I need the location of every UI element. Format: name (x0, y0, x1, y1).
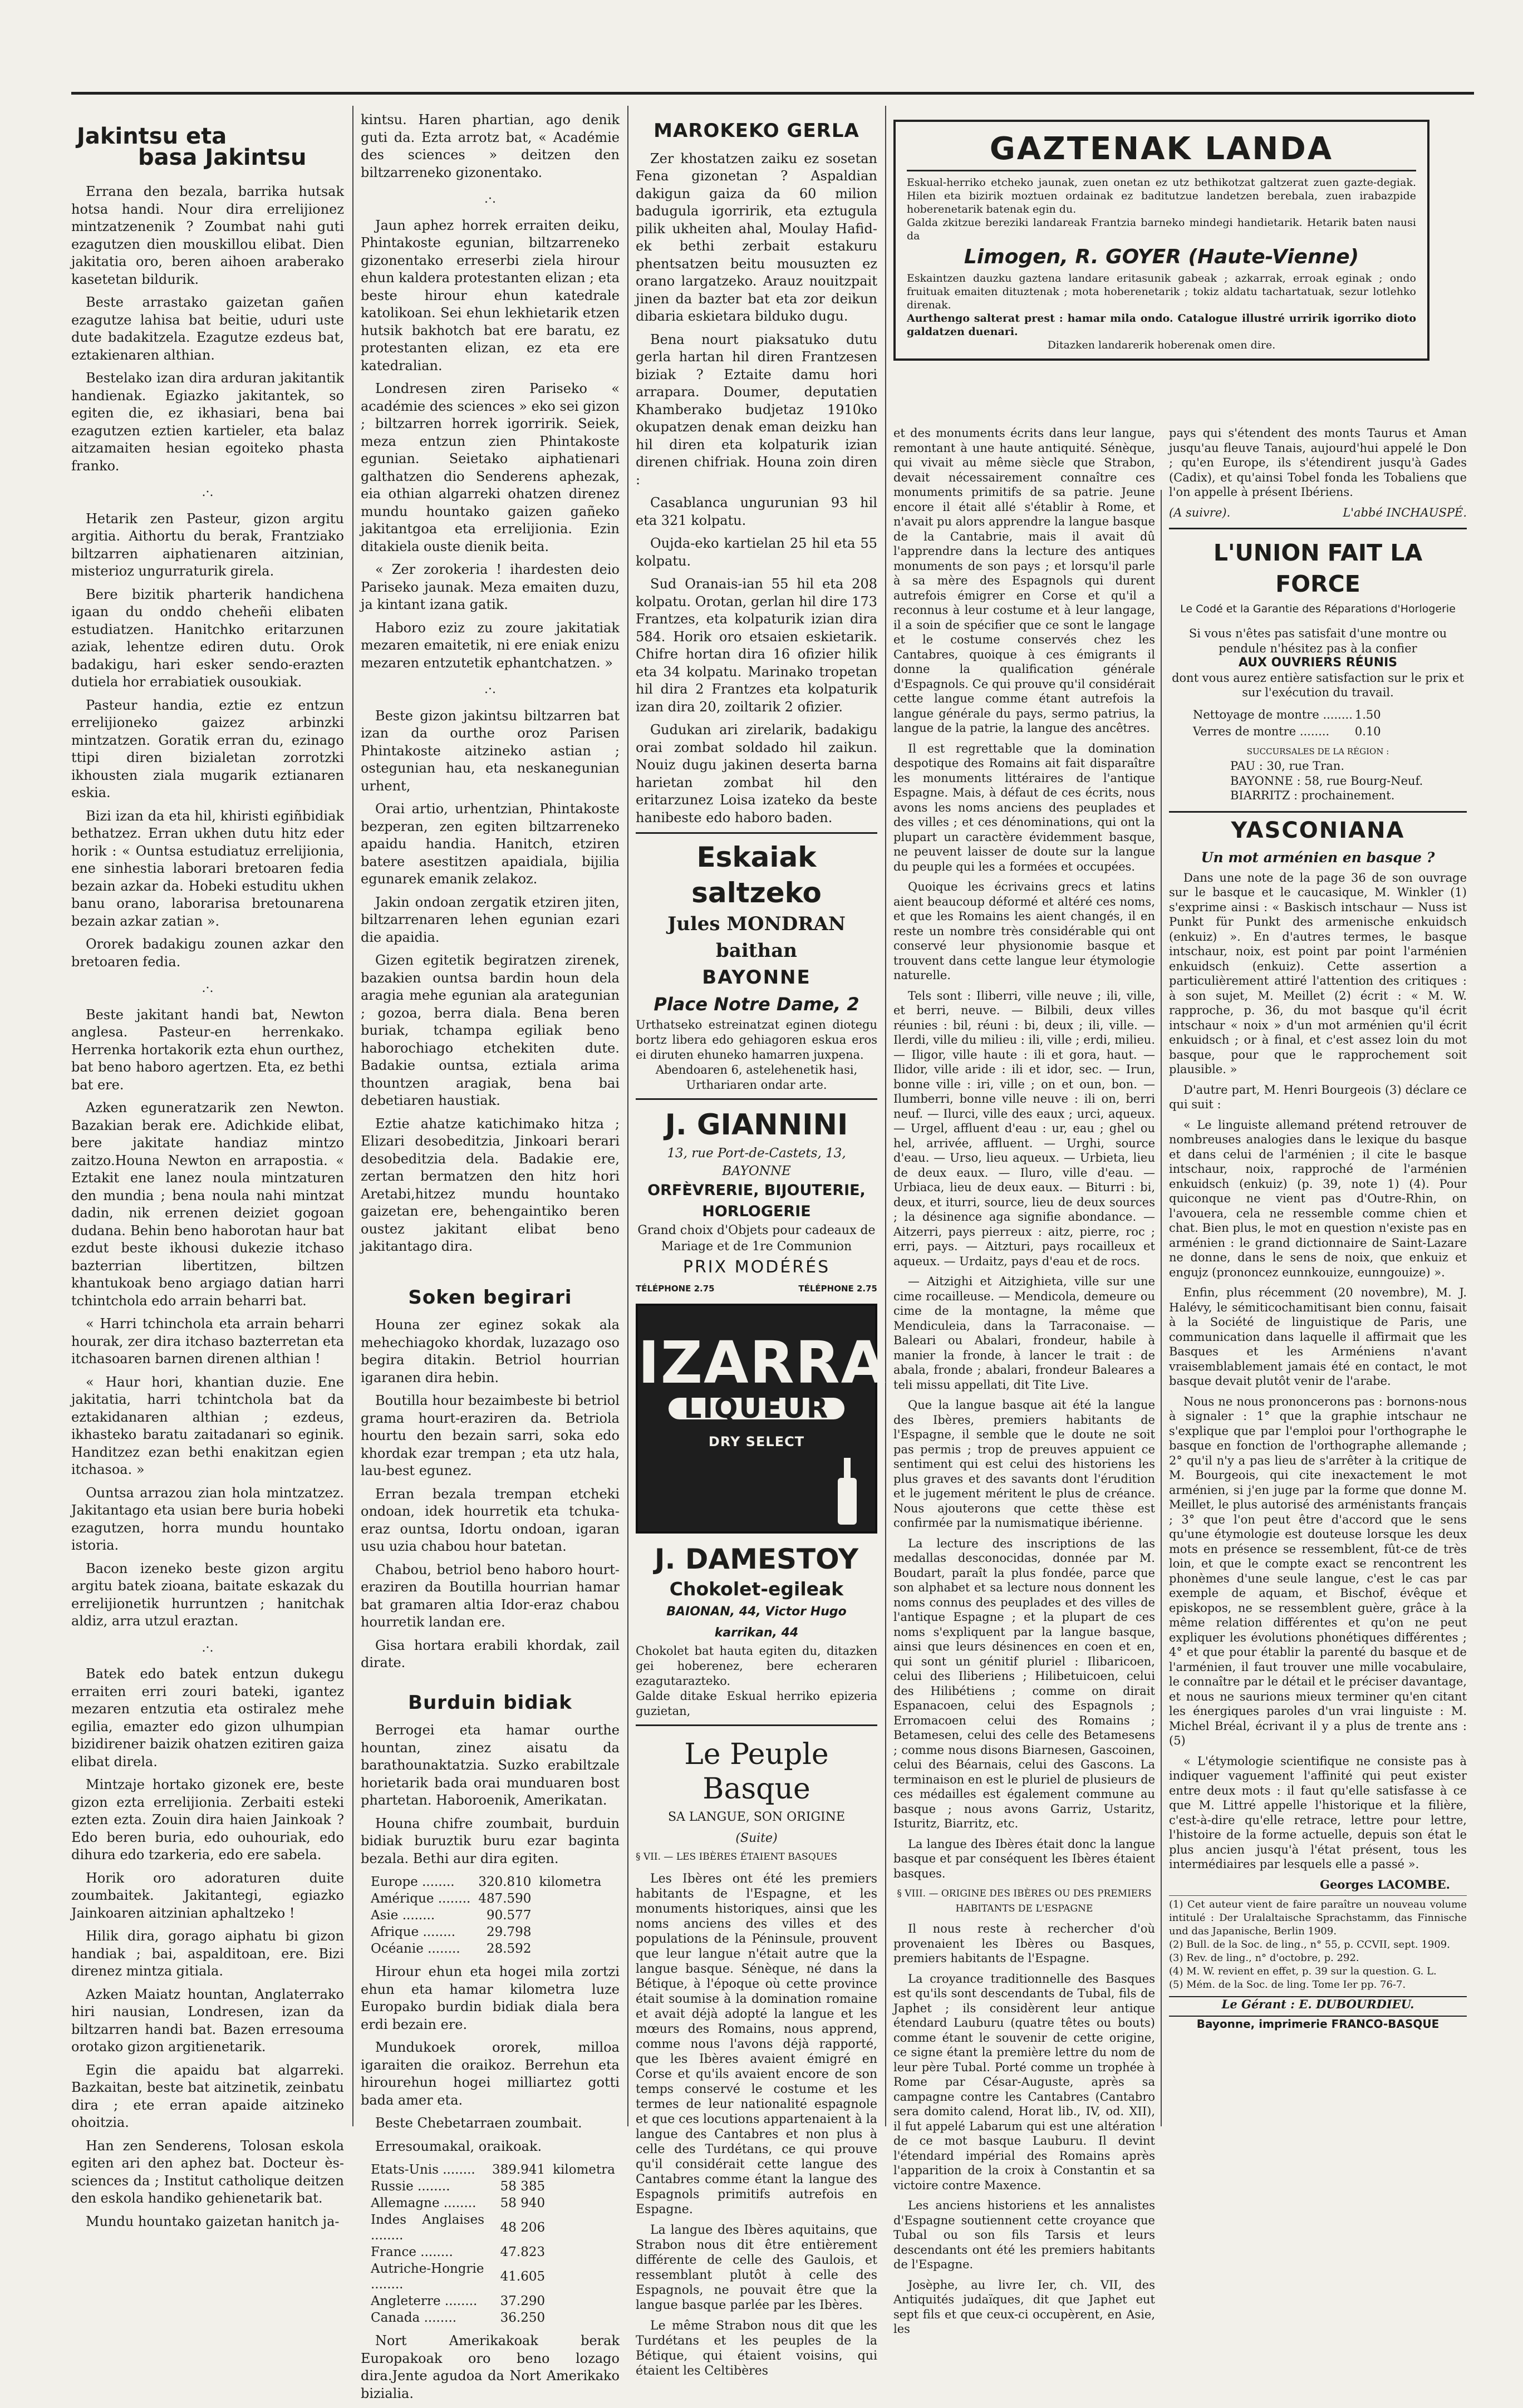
paragraph: Hilik dira, gorago aiphatu bi gizon handiak ; bai, aspalditoan, ere. Bizi direnez mintza gitiala. (71, 1928, 344, 1979)
ad-text: Eskual-herriko etcheko jaunak, zuen onetan ez utz bethikotzat galtzerat zuen gazte-degiak. Hilen eta bizirik moztuen ordainak ez baditutzue landetzen berebala, zuen irabazpide hoberenetarik batenak egin du. (907, 176, 1416, 215)
ad-liqueur: LIQUEUR (669, 1398, 845, 1420)
paragraph: Houna chifre zoumbait, burduin bidiak buruztik buru ezar baginta bezala. Bethi aur dira egiten. (361, 1815, 620, 1866)
table-cell-value: 90.577 (486, 1908, 532, 1923)
ad-izarra (636, 1304, 887, 1534)
paragraph: Pasteur handia, eztie ez entzun errelijioneko gaizez arbinzki mintzatzen. Goratik erran du, ezinago ttipi diren bizialetan zorrotzki ikhousten ziala mugarik eztianaren eskia. (71, 697, 344, 800)
table-cell-label: Europe ........ (371, 1875, 455, 1889)
table-row (367, 2162, 618, 2178)
footnote: (1) Cet auteur vient de faire paraître un nouveau volume intitulé : Der Uralaltaische Sprachstamm, das Finnische und das Japanische, Berlin 1909. (1169, 1899, 1467, 1937)
paragraph: Les Ibères ont été les premiers habitants de l'Espagne, et les monuments historiques, ainsi que les noms anciens des villes et des populations de la Péninsule, prouvent que leur langue n'était autre que la langue basque. Sénèque, né dans la Bétique, à l'époque où cette province était soumise à la domination romaine et avait déjà adopté la langue et les mœurs des Romains, nous apprend, comme nous l'avons déjà rapporté, que les Ibères avaient émigré en Corse et qu'ils avaient encore de son temps conservé le costume et les termes de leur nationalité espagnole et que ces locutions appartenaient à la langue des Cantabres et non plus à celle des Turdétans, ce qui prouve qu'il considérait cette langue des Cantabres comme étant la langue des Espagnols primitifs autrefois en Espagne. (636, 1872, 877, 2217)
ad-phone: TÉLÉPHONE 2.75 (636, 1284, 715, 1294)
table-cell-unit (549, 2212, 618, 2243)
ad-text: Aurthengo salterat prest : hamar mila ondo. Catalogue illustré urririk igorriko dioto galdatzen duenari. (907, 312, 1416, 338)
table-cell-label: Etats-Unis ........ (371, 2163, 475, 2177)
ad-vendor: Limogen, R. GOYER (Haute-Vienne) (964, 245, 1359, 268)
paragraph: « Harri tchinchola eta arrain beharri hourak, zer dira itchaso bazterretan eta itchasoaren barnen direnen althian ! (71, 1316, 344, 1367)
paragraph: Dans une note de la page 36 de son ouvrage sur le basque et le caucasique, M. Winkler (1) s'exprime ainsi : « Baskisch intschaur — Nuss ist Punkt für Punkt des armenische enkuidsch (enkuiz) ». En d'autres termes, le basque intschaur, noix, est point par point l'arménien enkuidsch (enkuiz). Cette assertion a particulièrement attiré l'attention des critiques : à son sujet, M. Meillet (2) écrit : « M. W. rapproche, p. 36, du mot basque qu'il écrit intschaur « noix » d'un mot arménien qu'il écrit enkuidsch ; or à final, et c'est assez loin du mot basque, pour que le rapprochement soit plausible. » (1169, 871, 1467, 1076)
footnote: (3) Rev. de ling., n° d'octobre, p. 292. (1169, 1952, 1359, 1964)
section-heading: Soken begirari (408, 1286, 572, 1309)
paragraph: Le même Strabon nous dit que les Turdétans et les peuples de la Bétique, qui étaient voisins, qui étaient les Celtibères (636, 2319, 877, 2378)
paragraph: Errana den bezala, barrika hutsak hotsa handi. Nour dira errelijionez mintzatzenenik ? Zoumbat nahi guti ezagutzen dien mouskillou elibat. Dien jakitatia oro, beren aihoen araberako kasetetan bildurik. (71, 184, 344, 287)
table-row (367, 2244, 618, 2260)
peuple-basque-header (636, 1724, 877, 1849)
paragraph: Beste gizon jakintsu biltzarren bat izan da ourthe oroz Parisen Phintakoste aitzineko astian ; ostegunian hau, eta neskanegunian urhent, (361, 707, 620, 794)
table-cell-label: Nettoyage de montre ........ (1193, 707, 1353, 721)
table-row (367, 2293, 618, 2309)
table-cell-value: 37.290 (500, 2294, 546, 2308)
paragraph: Erran bezala trempan etcheki ondoan, idek hourretik eta tchuka-eraz ountsa, Idortu ondoan, igaran usu uzia chabou hour batetan. (361, 1486, 620, 1554)
paragraph: Ountsa arrazou zian hola mintzatzez. Jakitantago eta usian bere buria hobeki ezagutzen, horra mundu hountako istoria. (71, 1485, 344, 1553)
paragraph: et des monuments écrits dans leur langue, remontant à une haute antiquité. Sénèque, qui vivait au même siècle que Strabon, devait nécessairement connaître ces monuments primitifs de sa patrie. Jeune encore il était allé s'établir à Rome, et n'avait pu alors apprendre la langue basque de la Cantabrie, mais il avait dû l'apprendre dans la lecture des antiques monuments de son pays ; et lorsqu'il parle à sa mère des Espagnols qui durent autrefois émigrer en Corse et qu'il a reconnus à leur costume et à leur langage, il a soin de spécifier que ce sont le langage et le costume conservés chez les Cantabres, quoique à ces émigrants il donne la qualification générale d'Espagnols. Ce qui prouve qu'il considérait cette langue comme étant autrefois la langue générale du pays, sermo patrius, la langue de la patrie, la langue des ancêtres. (893, 426, 1155, 735)
table-cell-unit: kilometra (539, 1875, 602, 1889)
paragraph: Bacon izeneko beste gizon argitu argitu batek zioana, baitate eskazak du errelijionetik hurruntzen ; hanitchak aldiz, arra utzul eraztan. (71, 1560, 344, 1629)
paragraph: Mundukoek ororek, milloa igaraiten die oraikoz. Berrehun eta hirourehun hogei milliartez gotti bada amer eta. (361, 2040, 620, 2108)
column-divider (627, 106, 628, 2126)
table-cell-label: Océanie ........ (371, 1942, 460, 1956)
paragraph: Horik oro adoraturen duite zoumbaitek. Jakitantegi, egiazko Jainkoaren aitzinian aphaltzeko ! (71, 1870, 344, 1921)
paragraph: Mintzaje hortako gizonek ere, beste gizon ezta errelijionia. Zerbaiti esteki ezten ezta. Zouin dira haien Jainkoak ? Edo beren buria, edo ouhouriak, edo dihura edo tzarkeria, edo ere sabela. (71, 1777, 344, 1862)
table-cell-unit (1383, 707, 1384, 723)
ad-line: Grand choix d'Objets pour cadeaux de Mariage et de 1re Communion (637, 1223, 876, 1254)
table-cell-value: 320.810 (478, 1875, 532, 1889)
ad-mondran (636, 832, 877, 1093)
table-cell-unit (1383, 724, 1384, 740)
table-row (367, 1924, 605, 1940)
paragraph: « L'étymologie scientifique ne consiste pas à indiquer vaguement l'affinité qui peut exister entre deux mots : il faut qu'elle satisfasse à ce que M. Littré appelle l'historique et la filière, c'est-à-dire qu'elle retrace, lettre pour lettre, l'histoire de la forme actuelle, depuis son état le plus ancien jusqu'à l'état présent, tous les intermédiaires par lesquels elle a passé ». (1169, 1754, 1467, 1871)
column-5 (1169, 426, 1467, 2031)
paragraph: D'autre part, M. Henri Bourgeois (3) déclare ce qui suit : (1169, 1083, 1467, 1111)
paragraph: Nort Amerikakoak berak Europakoak oro beno lozago dira.Jente agudoa da Nort Amerikako bizialia. (361, 2333, 620, 2401)
paragraph: « Haur hori, khantian duzie. Ene jakitatia, harri tchintchola bat da eztakidanaren althian ; ezdeus, ikhasteko baratu zaitadanari so eginik. Handitzez ezan bethi enakitzan egien itchasoa. » (71, 1374, 344, 1477)
table-row (367, 2212, 618, 2243)
article-title: basa Jakintsu (138, 144, 307, 170)
table-cell-label: Autriche-Hongrie ........ (371, 2262, 484, 2292)
railway-table-countries (366, 2161, 620, 2327)
ad-giannini (636, 1098, 877, 1298)
ad-text: Si vous n'êtes pas satisfait d'une montre ou pendule n'hésitez pas à la confier (1188, 627, 1447, 655)
ad-address: 13, rue Port-de-Castets, 13, BAYONNE (667, 1146, 846, 1178)
paragraph: Eztie ahatze katichimako hitza ; Elizari desobeditzia, Jinkoari berari desobeditzia dela. Badakie ere, zertan bermatzen den hitz hori Aretabi,hitzez mundu hountako gaizetan ere, behengaintiko beren oustez jakitant elibat beno jakitantago dira. (361, 1115, 620, 1254)
landa-ad-area (893, 120, 1467, 368)
paragraph: Mundu hountako gaizetan hanitch ja- (86, 2213, 340, 2229)
table-cell-value: 389.941 (492, 2163, 546, 2177)
signature: Georges LACOMBE. (1320, 1877, 1450, 1891)
paragraph: Gisa hortara erabili khordak, zail dirate. (361, 1637, 620, 1670)
column-divider (1161, 490, 1162, 2126)
table-cell-unit (549, 2244, 618, 2260)
paragraph: Beste arrastako gaizetan gañen ezagutze lahisa bat beitie, uduri uste dute badakitzela. Ezagutze ezdeus bat, eztakienaren althian. (71, 294, 344, 363)
paragraph: Orai artio, urhentzian, Phintakoste bezperan, zen egiten biltzarreneko apaidu handia. Hanitch, etziren batere asestitzen apaidiala, bijilia egunarek emanik zelakoz. (361, 801, 620, 887)
ad-line: HORLOGERIE (702, 1203, 811, 1220)
footnotes (1169, 1895, 1467, 1992)
table-cell-value: 47.823 (500, 2245, 546, 2259)
branch-item: BAYONNE : 58, rue Bourg-Neuf. (1230, 774, 1423, 788)
table-cell-value: 1.50 (1354, 707, 1381, 721)
paragraph: Que la langue basque ait été la langue des Ibères, premiers habitants de l'Espagne, il semble que le doute ne soit pas permis ; trop de preuves appuient ce sentiment qui est celui des historiens les plus graves et des savants dont l'érudition et le jugement méritent le plus de créance. Nous ajouterons que cette thèse est confirmée par la numismatique ibérienne. (893, 1398, 1155, 1530)
column-4 (893, 426, 1155, 2342)
ad-text: Urthatseko estreinatzat eginen diotegu bortz libera edo gehiagoren eskua eros ei diruten ehuneko hamarren juxpena. (636, 1018, 877, 1062)
table-cell-value: 29.798 (486, 1925, 532, 1939)
ad-phones (636, 1280, 877, 1298)
paragraph: Bizi izan da eta hil, khiristi egiñbidiak bethatzez. Erran ukhen dutu hitz eder horik : « Ountsa estudiatuz errelijionia, ene sinhestia laborari bretoaren fedia bezain azkar da. Hobeki estuditu ukhen banu orano, laborarisa bretounarena bezain azkar zatian ». (71, 808, 344, 929)
paragraph: Enfin, plus récemment (20 novembre), M. J. Halévy, le sémiticochamitisant bien connu, faisait à la Société de linguistique de Paris, une communication dans laquelle il affirmait que les Basques et les Arméniens n'avant vraisemblablement jamais été en contact, le mot basque devait plutôt venir de l'arabe. (1169, 1286, 1467, 1388)
paragraph: Beste Chebetarraen zoumbait. (375, 2115, 582, 2131)
article-signoff (1169, 505, 1467, 520)
column-3 (636, 111, 887, 2384)
ad-bold: AUX OUVRIERS RÉUNIS (1238, 656, 1398, 670)
branch-item: PAU : 30, rue Tran. (1230, 759, 1344, 773)
table-row (1192, 707, 1384, 723)
continued-note: (Suite) (735, 1831, 778, 1845)
paragraph: Jakin ondoan zergatik etziren jiten, biltzarrenaren lehen egunian ezari die apaidia. (361, 894, 620, 945)
paragraph: Egin die apaidu bat algarreki. Bazkaitan, beste bat aitzinetik, zeinbatu dira ; ete erran apaide aitzineko ohoitzia. (71, 2062, 344, 2130)
column-divider (885, 106, 886, 2126)
separator: .·. (202, 1640, 214, 1655)
table-cell-label: Angleterre ........ (371, 2294, 478, 2308)
paragraph: Gizen egitetik begiratzen zirenek, bazakien ountsa bardin houn dela aragia mehe egunian ala arategunian ; gozoa, berra diala. Bena beren buriak, tchampa egiliak beno haborochiago etchekiten dute. Badakie ountsa, eztiala arima thountzen aragiak, bena bai debetiaren haustiak. (361, 952, 620, 1108)
price-table (1191, 706, 1385, 741)
paragraph: Casablanca ungurunian 93 hil eta 321 kolpatu. (636, 495, 877, 528)
paragraph: Hetarik zen Pasteur, gizon argitu argitia. Aithortu du berak, Frantziako biltzarren aiphatienaren aitzinian, misterioz ungurraturik girela. (71, 510, 344, 579)
ad-line: ORFÈVRERIE, BIJOUTERIE, (647, 1182, 866, 1199)
article-title: Le Peuple Basque (684, 1737, 829, 1806)
ad-address: Place Notre Dame, 2 (654, 994, 859, 1015)
paragraph: Boutilla hour bezaimbeste bi betriol grama hourt-eraziren da. Betriola hourtu den bezain sarri, soka edo khordak ezar trempan ; eta utz hala, lau-best egunez. (361, 1393, 620, 1478)
table-cell-label: Afrique ........ (371, 1925, 456, 1939)
ad-gaztenak-landa (893, 120, 1429, 361)
ad-title: L'UNION FAIT LA FORCE (1213, 539, 1423, 597)
table-cell-unit (549, 2293, 618, 2309)
table-cell-value: 41.605 (500, 2269, 546, 2284)
paragraph: Quoique les écrivains grecs et latins aient beaucoup déformé et altéré ces noms, et que les Romains les aient changés, il en reste un nombre très considérable qui ont conservé leur physionomie basque et trouvent dans cette langue leur étymologie naturelle. (893, 880, 1155, 982)
section-label: § VIII. — ORIGINE DES IBÈRES OU DES PREMIERS HABITANTS DE L'ESPAGNE (897, 1888, 1152, 1914)
section-heading: MAROKEKO GERLA (654, 120, 859, 142)
table-row (367, 1891, 605, 1906)
paragraph: Azken Maiatz hountan, Anglaterrako hiri nausian, Londresen, izan da biltzarren handi bat. Bazen erresouma orotako gizon argitienetarik. (71, 1986, 344, 2055)
paragraph: Il nous reste à rechercher d'où provenaient les Ibères ou Basques, premiers habitants de l'Espagne. (893, 1922, 1155, 1965)
paragraph: Jaun aphez horrek erraiten deiku, Phintakoste egunian, biltzarreneko gizonentako erreserbi ziela hirour ehun kaldera protestanten elizan ; eta beste hirour ehun katedrale katolikoan. Sei ehun lekhietarik etzen hutsik bakhotch bat ere baratu, ez protestanten elizan, ez eta ere katedralian. (361, 217, 620, 374)
table-cell-value: 28.592 (486, 1942, 532, 1956)
article-title: Jakintsu eta (77, 124, 227, 149)
paragraph: Chabou, betriol beno haboro hourt-eraziren da Boutilla hourrian hamar bat gramaren altia Idor-eraz chabou hourretik landan ere. (361, 1561, 620, 1630)
to-be-continued: (A suivre). (1169, 505, 1231, 519)
paragraph: « Le linguiste allemand prétend retrouver de nombreuses analogies dans le lexique du basque et dans celui de l'arménien ; il cite le basque intschaur, noix, rapproché de l'arménien enkuidsch (enkuiz) (p. 39, note 1) (4). Pour quiconque ne vient pas d'Outre-Rhin, on l'avouera, cela ne ressemble comme chien et chat. Bien plus, le mot en question n'existe pas en arménien : le grand dictionnaire de Saint-Lazare ne donne, dans le sens de noix, que enkuiz et engujz (prononcez eunnkouize, eunngouize) ». (1169, 1118, 1467, 1279)
ad-damestoy (636, 1539, 877, 1719)
ad-text: Abendoaren 6, astelehenetik hasi, Urthariaren ondar arte. (655, 1063, 858, 1092)
paragraph: La lecture des inscriptions de las medallas desconocidas, donnée par M. Boudart, paraît la plus fondée, parce que son alphabet et sa lecture nous donnent les noms connus des peuplades et des villes de l'antique Espagne ; et la plupart de ces noms s'expliquent par la langue basque, ainsi que leurs désinences en coen et en, qui sont un génitif pluriel : Ilibaricoen, celui des Iliberiens ; Hilibetuicoen, celui des Hilibétiens ; comme on dirait Espanacoen, celui des Espagnols ; Erromacoen celui des Romains ; Betamesen, celui des celle des Betamesens ; comme nous disons Biarnesen, Gascoinen, celui des Béarnais, celui des Gascons. La terminaison en est le pluriel de plusieurs de ces médailles est également commune au basque ; nous avons Garriz, Ustaritz, Isturitz, Biarritz, etc. (893, 1536, 1155, 1830)
ad-phone: TÉLÉPHONE 2.75 (798, 1284, 877, 1294)
column-1 (71, 111, 344, 2236)
paragraph: Londresen ziren Pariseko « académie des sciences » eko sei gizon ; biltzarren horrek igorririk. Seiek, meza entzun zien Phintakoste egunian. Seietako aiphatienari galthatzen dio Senderens aphezak, eia othian algarreki ohatzen direnez mundu hountako gaizen gañeko jakitantgoa eta errelijionia. Ezin ditakiela ouste dienik beita. (361, 381, 620, 554)
branches-list (1230, 759, 1467, 803)
table-row (367, 2261, 618, 2292)
top-rule (71, 92, 1474, 95)
ad-text: Ditazken landarerik hoberenak omen dire. (1047, 339, 1276, 351)
table-row (367, 2195, 618, 2211)
separator: .·. (484, 682, 496, 696)
table-row (1192, 724, 1384, 740)
table-row (367, 1908, 605, 1923)
table-cell-label: Canada ........ (371, 2311, 457, 2325)
paragraph: La langue des Ibères aquitains, que Strabon nous dit être entièrement différente de celle des Gaulois, et ressemblant plutôt à celle des Espagnols, ne pouvait être que la langue basque parlée par les Ibères. (636, 2223, 877, 2312)
paragraph: Bestelako izan dira arduran jakitantik handienak. Egiazko jakitantek, so egiten die, ez ikhasiari, bena bai ezagutzen eztien kartieler, eta balaz aitzamaiten hesian egoiteko phasta franko. (71, 370, 344, 474)
paragraph: — Aitzighi et Aitzighieta, ville sur une cime rocailleuse. — Mendicola, demeure ou cime de la montagne, la même que Mendiculeia, dans la Tarraconaise. — Baleari ou Abalari, frondeur, habile à manier la fronde, à lancer le trait : de abala, fronde ; abalari, frondeur Baleares a teli missu appellati, dit Tite Live. (893, 1275, 1155, 1392)
section-heading: Burduin bidiak (408, 1691, 572, 1714)
branches-heading: SUCCURSALES DE LA RÉGION : (1246, 746, 1389, 756)
paragraph: Hirour ehun eta hogei mila zortzi ehun eta hamar kilometra luze Europako burdin bidiak diala bera erdi bezain ere. (361, 1964, 620, 2032)
ad-text: dont vous aurez entière satisfaction sur le prix et sur l'exécution du travail. (1172, 671, 1464, 699)
separator: .·. (202, 485, 214, 499)
table-cell-label: Indes Anglaises ........ (371, 2213, 484, 2243)
table-row (367, 2179, 618, 2194)
table-cell-unit (535, 1908, 605, 1923)
paragraph: La langue des Ibères était donc la langue basque et par conséquent les Ibères étaient basques. (893, 1837, 1155, 1880)
branch-item: BIARRITZ : prochainement. (1230, 789, 1395, 802)
table-cell-value: 48 206 (500, 2220, 546, 2235)
table-cell-label: Russie ........ (371, 2179, 450, 2194)
ad-title: GAZTENAK LANDA (907, 129, 1416, 171)
paragraph: kintsu. Haren phartian, ago denik guti da. Ezta arrotz bat, « Académie des sciences » deitzen den biltzarreneko gizonentako. (361, 112, 620, 180)
ad-text: Galde ditake Eskual herriko epizeria guzietan, (636, 1689, 877, 1718)
table-cell-label: Allemagne ........ (371, 2196, 476, 2210)
table-cell-value: 0.10 (1354, 725, 1381, 738)
ad-subtitle: Chokolet-egileak (669, 1578, 844, 1600)
paragraph: Batek edo batek entzun dukegu erraiten erri zouri bateki, igantez mezaren entzutia eta ostiralez mehe egilia, emazter edo gizon ulhumpian bizidirener baizik ohatzen ezitiren gaiza elibat direla. (71, 1666, 344, 1770)
gerant: Le Gérant : E. DUBOURDIEU. (1169, 1996, 1467, 2012)
paragraph: Beste jakitant handi bat, Newton anglesa. Pasteur-en herrenkako. Herrenka hortakorik ezta ehun ourthez, bat beno haboro agertzen. Eta, ez bethi bat ere. (71, 1006, 344, 1093)
paragraph: Bere bizitik pharterik handichena igaan du onddo cheheñi elibaten estudiatzen. Hanitchko eritarzunen aziak, lehentze ediren dutu. Orok badakigu, hari esker sendo-erazten dutiela hor errabiatiek ousoukiak. (71, 586, 344, 690)
footnote: (2) Bull. de la Soc. de ling., n° 55, p. CCVII, sept. 1909. (1169, 1939, 1450, 1950)
paragraph: Azken eguneratzarik zen Newton. Bazakian berak ere. Adichkide elibat, bere jakitate handiaz mintzo zaitzo.Houna Newton en arrapostia. « Eztakit ene lanez noula mintzaturen den mundia ; bena noula nahi mintzat dadin, nik errenen deiziet gogoan dudana. Behin beno haborotan haur bat ezdut beste ikhousi dukezie itchaso bazterrian libertitzen, biltzen khantukoak beno argiago datian harri tchintchola edo arrain beharri bat. (71, 1100, 344, 1309)
paragraph: pays qui s'étendent des monts Taurus et Aman jusqu'au fleuve Tanais, aujourd'hui appelé le Don ; qu'en Europe, ils s'étendirent jusqu'à Gades (Cadix), et qu'ainsi Tobel fonda les Tobaliens que l'on appelle à présent Ibériens. (1169, 426, 1467, 499)
table-cell-label: France ........ (371, 2245, 453, 2259)
paragraph: Haboro eziz zu zoure jakitatiak mezaren emaitetik, ni ere eniak enizu mezaren entzutetik ephantchatzen. » (361, 620, 620, 671)
paragraph: Han zen Senderens, Tolosan eskola egiten ari den aphez bat. Docteur ès-sciences da ; Institut catholique deitzen den eskola handiko gehienetarik bat. (71, 2137, 344, 2206)
table-cell-value: 58 385 (500, 2179, 546, 2194)
paragraph: « Zer zorokeria ! ihardesten deio Pariseko jaunak. Meza emaiten duzu, ja kintant izana gatik. (361, 562, 620, 612)
table-row (367, 2310, 618, 2326)
paragraph: Sud Oranais-ian 55 hil eta 208 kolpatu. Orotan, gerlan hil dire 173 Frantzes, eta kolpaturik izian dira 584. Horik oro etsaien eskietarik. Chifre hortan dira 16 ofizier hilik eta 34 kolpatu. Marinako tropetan hil dira 2 Frantzes eta kolpaturik izan dira 20, zoiltarik 2 ofizier. (636, 576, 877, 715)
ad-text: Galda zkitzue bereziki landareak Frantzia barneko mindegi handietarik. Hetarik baten nausi da (907, 217, 1416, 242)
footnote: (5) Mém. de la Soc. de ling. Tome Ier pp. 76-7. (1169, 1979, 1406, 1991)
table-cell-unit (535, 1941, 605, 1957)
article-subtitle: SA LANGUE, SON ORIGINE (667, 1810, 846, 1824)
footnote: (4) M. W. revient en effet, p. 39 sur la question. G. L. (1169, 1965, 1437, 1977)
ad-name: J. DAMESTOY (654, 1542, 859, 1575)
ad-dry: DRY SELECT (708, 1434, 805, 1449)
railway-table-continents (366, 1873, 606, 1958)
paragraph: Berrogei eta hamar ourthe hountan, zinez aisatu da barathounaktatzia. Suzko erabiltzale horietarik bada orai munduaren bost phartetan. Haboroenik, Amerikatan. (361, 1722, 620, 1808)
table-cell-value: 58 940 (500, 2196, 546, 2210)
paragraph: Tels sont : Iliberri, ville neuve ; ili, ville, et berri, neuve. — Bilbili, deux villes réunies : bil, réuni : bi, deux ; ili, ville. — Ilerdi, ville du milieu : ili, ville ; erdi, milieu. — Iligor, ville haute : ili et gora, haut. — Ilidor, ville aride : ili et idor, sec. — Irun, bonne ville : iri, ville ; on et oun, bon. — Ilumberri, bonne ville neuve : ili on, berri neuf. — Ilurci, ville des eaux ; urci, aqueux. — Urgel, affluent d'eau : ur, eau ; ghel ou hel, arrivée, affluent. — Urghi, source d'eau. — Urso, lieu aqueux. — Urbieta, lieu de deux eaux. — Iluro, ville d'eau. — Urbiaca, lieu de deux eaux. — Biturri : bi, deux, et iturri, source, lieu de deux sources ; la désinence aga signifie abondance. — Aitzerri, pays pierreux : aitz, pierre, roc ; erri, pays. — Aitzturi, pays rocailleux et aqueux. — Urdaitz, pays d'eau et de rocs. (893, 989, 1155, 1268)
ad-city: BAYONNE (702, 966, 811, 989)
ad-subtitle: Le Codé et la Garantie des Réparations d'Horlogerie (1180, 603, 1456, 615)
paragraph: Zer khostatzen zaiku ez sosetan Fena gizonetan ? Aspaldian dakigun gaiza da 60 milion badugula igorririk, eta eztugula pilik ukheiten ahal, Moulay Hafid-ek bethi zerbait estakuru phentsatzen beitu mousuzten ez orano largatzeko. Arauz nouitzpait jinen da bazter bat eta zor deikun dibaria eskietara bilduko dugu. (636, 150, 877, 324)
ad-title: Eskaiak saltzeko (691, 841, 822, 909)
section-label: § VII. — LES IBÈRES ÉTAIENT BASQUES (636, 1851, 838, 1862)
table-cell-value: 36.250 (500, 2311, 546, 2325)
paragraph: La croyance traditionnelle des Basques est qu'ils sont descendants de Tubal, fils de Japhet ; ils considèrent leur antique étendard Lauburu (quatre têtes ou bouts) comme étant le souvenir de cette origine, ce signe étant la première lettre du nom de leur père Tubal. Porté comme un trophée à Rome par César-Auguste, après sa campagne contre les Cantabres (Cantabro sera domito calend, Horat lib., IV, od. XII), il fut appelé Labarum qui est une altération de ce mot basque Lauburu. Il devint l'étendard impérial des Romains après l'apparition de la croix à Constantin et sa victoire contre Maxence. (893, 1972, 1155, 2192)
table-cell-unit (549, 2195, 618, 2211)
vasconiana-header (1169, 811, 1467, 871)
table-cell-unit (549, 2179, 618, 2194)
author: L'abbé INCHAUSPÉ. (1343, 505, 1467, 519)
paragraph: Bena nourt piaksatuko dutu gerla hartan hil diren Frantzesen biziak ? Eztaite damu hori arrapara. Doumer, deputatien Khamberako budjetaz 1910ko okupatzen denak eman deizku han hil diren eta kolpaturik izian direnen chifriak. Houna zoin diren : (636, 331, 877, 488)
article-subtitle: Un mot arménien en basque ? (1201, 849, 1435, 866)
table-row (367, 1874, 605, 1890)
ad-address: BAIONAN, 44, Victor Hugo karrikan, 44 (666, 1604, 847, 1640)
paragraph: Les anciens historiens et les annalistes d'Espagne soutiennent cette croyance que Tubal ou son fils Tarsis et leurs descendants ont été les premiers habitants de l'Espagne. (893, 2199, 1155, 2271)
paragraph: Nous ne nous prononcerons pas : bornons-nous à signaler : 1° que la graphie intschaur ne s'explique que par l'emploi pour l'orthographe le basque en fonction de l'orthographe allemande ; 2° qu'il n'y a pas lieu de s'arrêter à la critique de M. Bourgeois, qui cite inexactement le mot arménien, si j'en juge par la forme que donne M. Meillet, le plus autorisé des arménistants français ; 3° que l'on peut être d'accord que le sens qu'une étymologie est douteuse lorsque les deux mots en présence se ressemblent, fût-ce de très loin, et que le compte exact se rencontrent les phonèmes d'une seule langue, c'est le cas par exemple de aquam, et Bischof, évêque et episkopos, ne se ressemblent guère, grâce à la même relation différentes et qu'on ne peut expliquer les évolutions phonétiques différentes ; 4° et que pour établir la parenté du basque et de l'arménien, il faut trouver une mille vocabulaire, le connaître par le détail et le préciser davantage, et nous ne saurions mieux terminer qu'en citant les énergiques paroles d'un vrai linguiste : M. Michel Bréal, écrivant il y a plus de trente ans : (5) (1169, 1394, 1467, 1747)
paragraph: Gudukan ari zirelarik, badakigu orai zombat soldado hil zaikun. Nouiz dugu jakinen deserta barna harietan zombat hil den eritarzunez Loisa izateko da beste hanibeste edo haboro baden. (636, 722, 877, 825)
ad-name: Jules MONDRAN baithan (667, 913, 846, 962)
table-cell-unit (535, 1891, 605, 1906)
printer: Bayonne, imprimerie FRANCO-BASQUE (1169, 2016, 1467, 2032)
paragraph: Il est regrettable que la domination despotique des Romains ait fait disparaître les monuments littéraires de l'antique Espagne. Mais, à défaut de ces écrits, nous avons les noms anciens des peuplades et des villes ; et ces dénominations, qui ont la plupart un caractère évidemment basque, ne peuvent laisser de doute sur la langue du peuple qui les a formées et occupées. (893, 741, 1155, 873)
ad-brand: IZARRA (638, 1328, 887, 1397)
table-cell-unit (549, 2310, 618, 2326)
separator: .·. (484, 192, 496, 206)
ad-text: Chokolet bat hauta egiten du, ditazken gei hoberenez, bere echeraren ezagutarazteko. (636, 1644, 877, 1688)
table-row (367, 1941, 605, 1957)
paragraph: Houna zer eginez sokak ala mehechiagoko khordak, luzazago oso begira ditakin. Betriol hourrian igaranen dira hebin. (361, 1317, 620, 1385)
ad-text: Eskaintzen dauzku gaztena landare eritasunik gabeak ; azkarrak, erroak eginak ; ondo fruituak emaiten dituztenak ; mota hoberenetarik ; tokiz aldatu tachartatuak, sezur lotlehko direnak. (907, 272, 1416, 311)
table-cell-unit (535, 1924, 605, 1940)
table-cell-value: 487.590 (478, 1891, 532, 1906)
paragraph: Josèphe, au livre Ier, ch. VII, des Antiquités judaïques, dit que Japhet eut sept fils et que ceux-ci occupèrent, en Asie, les (893, 2278, 1155, 2336)
paragraph: Oujda-eko kartielan 25 hil eta 55 kolpatu. (636, 535, 877, 569)
paragraph: Erresoumakal, oraikoak. (375, 2138, 542, 2154)
article-title: YASCONIANA (1231, 817, 1405, 843)
table-cell-label: Asie ........ (371, 1908, 435, 1923)
column-divider (352, 106, 353, 2126)
ad-name: J. GIANNINI (665, 1108, 848, 1142)
separator: .·. (202, 981, 214, 995)
table-cell-unit: kilometra (553, 2163, 615, 2177)
table-cell-unit (549, 2261, 618, 2292)
ad-prices: PRIX MODÉRÉS (682, 1257, 831, 1277)
bottle-icon (835, 1458, 859, 1525)
column-2 (361, 111, 620, 2408)
paragraph: Ororek badakigu zounen azkar den bretoaren fedia. (71, 936, 344, 970)
ad-union (1169, 528, 1467, 803)
table-cell-label: Verres de montre ........ (1193, 725, 1330, 738)
table-cell-label: Amérique ........ (371, 1891, 471, 1906)
